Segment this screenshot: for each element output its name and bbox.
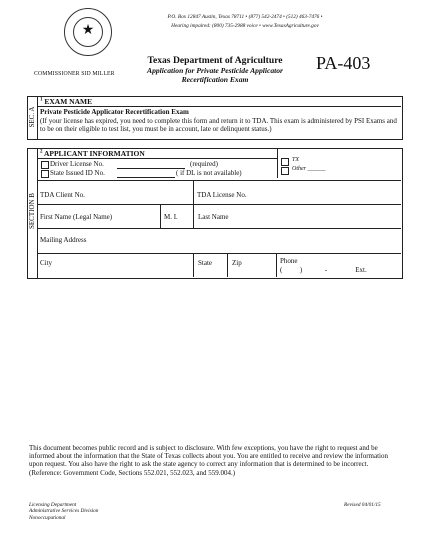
address-line: P.O. Box 12847 Austin, Texas 78711 • (877) 542-2474 • (512) 463-7476 • bbox=[167, 14, 323, 20]
zip-divider bbox=[276, 253, 277, 277]
city-label: City bbox=[40, 259, 53, 267]
tda-client-label: TDA Client No. bbox=[40, 191, 85, 199]
first-name-label: First Name (Legal Name) bbox=[40, 213, 113, 221]
footer-line-1: Licensing Department bbox=[29, 502, 77, 508]
state-divider bbox=[227, 253, 228, 277]
driver-license-label: Driver License No. bbox=[50, 160, 104, 168]
footer-line-3: Nonoccupational bbox=[29, 514, 66, 521]
form-number: PA-403 bbox=[316, 53, 371, 73]
state-other-checkbox[interactable] bbox=[281, 167, 289, 175]
seal-inner-ring bbox=[73, 17, 103, 47]
state-id-checkbox[interactable] bbox=[41, 170, 49, 178]
mailing-address-label: Mailing Address bbox=[40, 236, 87, 244]
section-b-divider bbox=[37, 148, 38, 278]
row-rule-1 bbox=[37, 180, 401, 181]
zip-label: Zip bbox=[232, 259, 242, 267]
driver-license-field[interactable] bbox=[117, 168, 185, 169]
first-name-divider bbox=[160, 204, 161, 228]
section-a-header bbox=[40, 97, 92, 106]
state-tx-label: TX bbox=[292, 157, 300, 163]
driver-license-note: (required) bbox=[190, 160, 218, 168]
form-title-line2: Recertification Exam bbox=[181, 75, 249, 84]
footer-department bbox=[29, 502, 98, 521]
state-column-divider bbox=[277, 148, 278, 178]
row-rule-4 bbox=[37, 253, 401, 254]
mi-divider bbox=[193, 204, 194, 228]
state-id-label: State Issued ID No. bbox=[50, 169, 105, 177]
section-b-side-label: SECTION B bbox=[28, 193, 36, 229]
row-rule-2 bbox=[37, 204, 401, 205]
section-b-title: APPLICANT INFORMATION bbox=[43, 149, 145, 158]
mi-label: M. I. bbox=[164, 213, 178, 221]
section-a-title: EXAM NAME bbox=[44, 97, 93, 106]
commissioner-name: COMMISSIONER SID MILLER bbox=[34, 71, 115, 77]
tda-divider bbox=[193, 180, 194, 204]
section-b-number: 2 bbox=[40, 149, 43, 155]
section-b-header-rule bbox=[37, 158, 277, 159]
hearing-impaired-line: Hearing impaired: (800) 735-2988 voice • www.TexasAgriculture.gov bbox=[171, 23, 319, 29]
star-icon: ★ bbox=[81, 23, 95, 38]
section-a-side-label: SEC. A bbox=[28, 106, 36, 128]
revised-date: Revised 04/01/15 bbox=[344, 502, 381, 508]
footer-line-2: Administrative Services Division bbox=[29, 508, 99, 515]
section-a-number: 1 bbox=[40, 97, 43, 103]
state-other-label: Other ______ bbox=[292, 166, 326, 172]
section-a-divider bbox=[37, 96, 38, 139]
department-name: Texas Department of Agriculture bbox=[147, 55, 283, 66]
section-a-header-rule bbox=[37, 106, 401, 107]
phone-label: Phone bbox=[280, 257, 298, 265]
state-id-note: ( if DL is not available) bbox=[176, 169, 242, 177]
exam-description: (If your license has expired, you need to complete this form and return it to TDA. This exam is administered by PSI Exams and to be on their eligible to test list, you must be in account, late or delinquent status.) bbox=[40, 117, 397, 134]
state-label: State bbox=[198, 259, 212, 267]
disclosure-text: This document becomes public record and is subject to disclosure. With few exceptions, you have the right to request and be informed about the information that the State of Texas collects about you. You are entitled to receive and review the information upon request. You also have the right to ask the state agency to correct any information that is determined to be incorrect. (Reference: Government Code, Sections 552.021, 552.023, and 559.004.) bbox=[29, 444, 388, 477]
tda-license-label: TDA License No. bbox=[197, 191, 247, 199]
tda-seal-logo bbox=[64, 8, 112, 56]
phone-format: ( ) - Ext. bbox=[280, 266, 367, 274]
row-rule-3 bbox=[37, 228, 401, 229]
last-name-label: Last Name bbox=[198, 213, 229, 221]
driver-license-checkbox[interactable] bbox=[41, 161, 49, 169]
state-tx-checkbox[interactable] bbox=[281, 158, 289, 166]
exam-name: Private Pesticide Applicator Recertification Exam bbox=[40, 108, 189, 116]
form-title-line1: Application for Private Pesticide Applicator bbox=[147, 66, 283, 75]
city-divider bbox=[193, 253, 194, 277]
section-b-header bbox=[40, 149, 145, 158]
state-id-field[interactable] bbox=[117, 177, 175, 178]
